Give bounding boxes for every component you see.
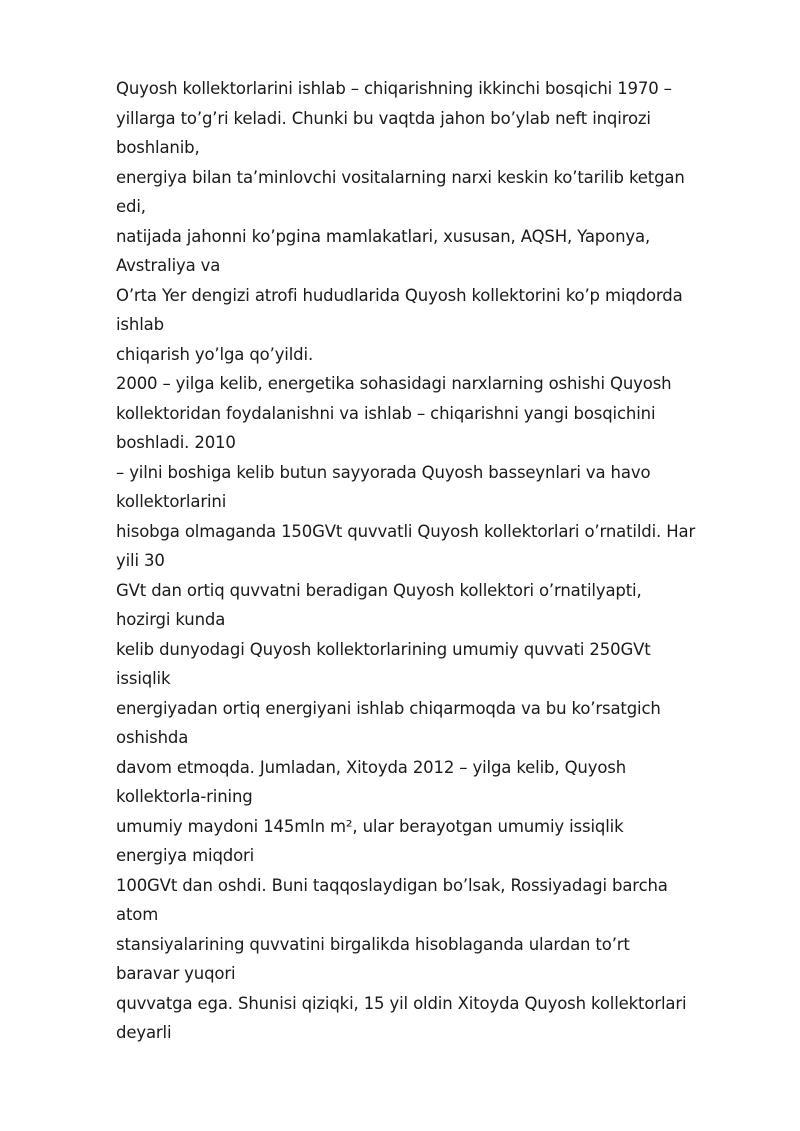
text-line: 2000 – yilga kelib, energetika sohasidagi narxlarning oshishi Quyosh bbox=[116, 374, 672, 393]
text-line: Quyosh kollektorlarini ishlab – chiqarishning ikkinchi bosqichi 1970 – bbox=[116, 79, 672, 98]
text-line: issiqlik bbox=[116, 669, 171, 688]
text-line: hisobga olmaganda 150GVt quvvatli Quyosh kollektorlari o’rnatildi. Har bbox=[116, 521, 696, 541]
text-line: kollektoridan foydalanishni va ishlab – chiqarishni yangi bosqichini bbox=[116, 403, 656, 423]
text-line: – yilni boshiga kelib butun sayyorada Quyosh basseynlari va havo bbox=[116, 462, 651, 482]
text-line: kollektorlarini bbox=[116, 492, 227, 511]
text-line: kollektorla-rining bbox=[116, 787, 253, 806]
text-line: yili 30 bbox=[116, 551, 165, 570]
text-line: atom bbox=[116, 905, 159, 924]
text-line: energiyadan ortiq energiyani ishlab chiqarmoqda va bu ko’rsatgich bbox=[116, 698, 661, 718]
text-line: kelib dunyodagi Quyosh kollektorlarining umumiy quvvati 250GVt bbox=[116, 639, 651, 659]
text-line: umumiy maydoni 145mln m², ular berayotgan umumiy issiqlik bbox=[116, 816, 624, 836]
text-line: boshlanib, bbox=[116, 138, 200, 157]
text-line: davom etmoqda. Jumladan, Xitoyda 2012 – yilga kelib, Quyosh bbox=[116, 757, 627, 777]
body-text bbox=[116, 74, 756, 1048]
text-line: oshishda bbox=[116, 728, 189, 747]
text-line: 100GVt dan oshdi. Buni taqqoslaydigan bo’lsak, Rossiyadagi barcha bbox=[116, 875, 668, 895]
text-line: boshladi. 2010 bbox=[116, 433, 236, 452]
text-line: energiya bilan ta’minlovchi vositalarning narxi keskin ko’tarilib ketgan bbox=[116, 167, 685, 187]
text-line: GVt dan ortiq quvvatni beradigan Quyosh kollektori o’rnatilyapti, bbox=[116, 580, 642, 600]
text-line: chiqarish yo’lga qo’yildi. bbox=[116, 344, 314, 364]
text-line: ishlab bbox=[116, 315, 164, 334]
text-line: quvvatga ega. Shunisi qiziqki, 15 yil oldin Xitoyda Quyosh kollektorlari bbox=[116, 993, 687, 1013]
text-line: stansiyalarining quvvatini birgalikda hisoblaganda ulardan to’rt bbox=[116, 934, 630, 954]
text-line: edi, bbox=[116, 197, 146, 216]
text-line: deyarli bbox=[116, 1023, 172, 1042]
text-line: energiya miqdori bbox=[116, 846, 255, 865]
text-line: baravar yuqori bbox=[116, 964, 236, 983]
text-line: Avstraliya va bbox=[116, 256, 221, 275]
text-line: yillarga to’g’ri keladi. Chunki bu vaqtda jahon bo’ylab neft inqirozi bbox=[116, 108, 651, 128]
text-line: hozirgi kunda bbox=[116, 610, 226, 629]
text-line: natijada jahonni ko’pgina mamlakatlari, xususan, AQSH, Yaponya, bbox=[116, 226, 651, 246]
text-line: O’rta Yer dengizi atrofi hududlarida Quyosh kollektorini ko’p miqdorda bbox=[116, 285, 683, 305]
